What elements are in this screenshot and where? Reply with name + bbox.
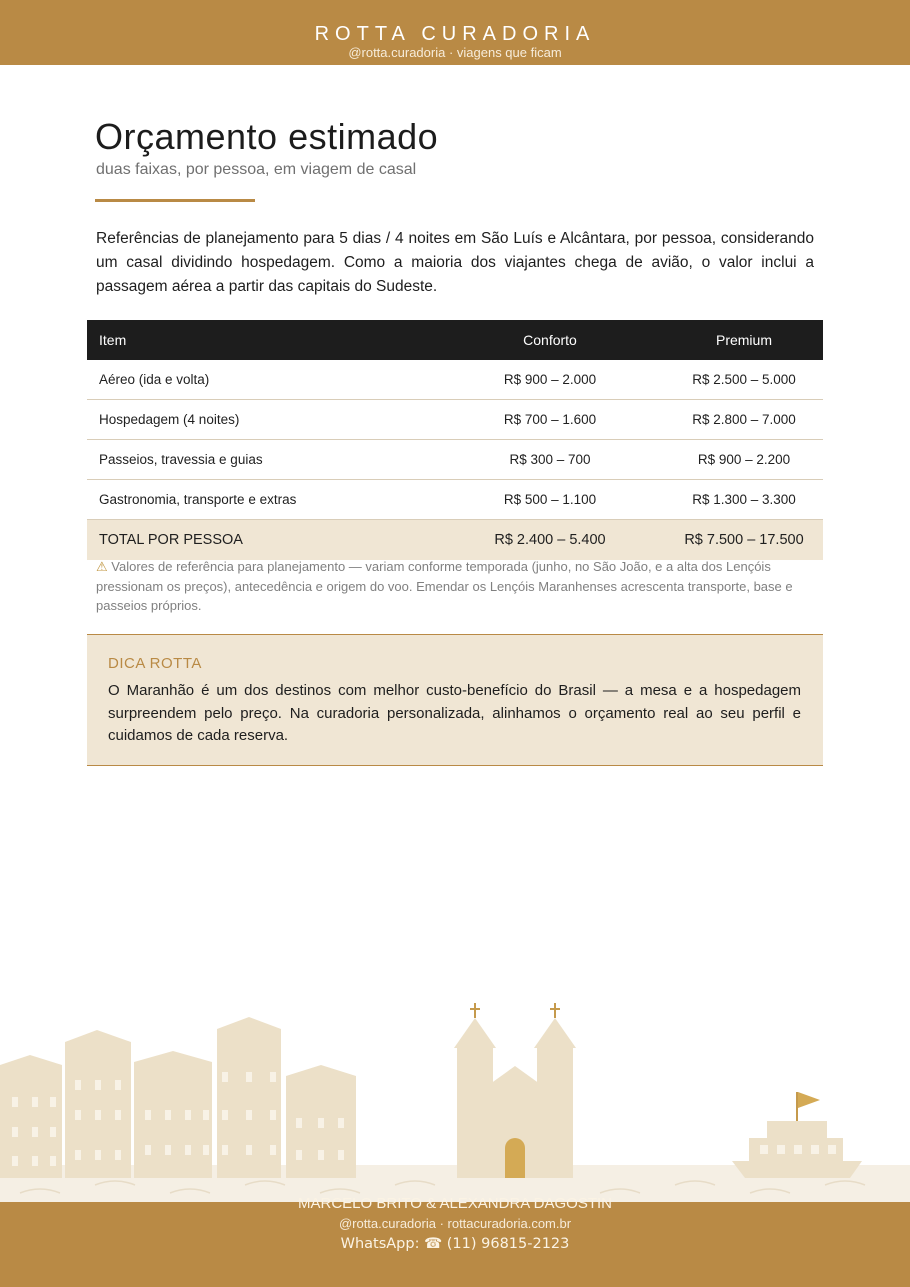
page-subtitle: duas faixas, por pessoa, em viagem de casal bbox=[96, 161, 417, 178]
row-item: Gastronomia, transporte e extras bbox=[87, 480, 435, 520]
row-premium: R$ 1.300 – 3.300 bbox=[665, 480, 823, 520]
footnote-text: Valores de referência para planejamento — variam conforme temporada (junho, no São João, e a alta dos Lençóis pressionam os preços), antecedência e origem do voo. Emendar os Lençóis Maranhenses acrescenta transporte, base e passeios próprios. bbox=[96, 559, 793, 613]
column-header-conforto: Conforto bbox=[435, 320, 665, 360]
table-total-row bbox=[87, 520, 823, 561]
table-header-row bbox=[87, 320, 823, 360]
row-conforto: R$ 700 – 1.600 bbox=[435, 400, 665, 440]
row-conforto: R$ 500 – 1.100 bbox=[435, 480, 665, 520]
table-footnote bbox=[96, 557, 814, 616]
column-header-item: Item bbox=[87, 320, 435, 360]
header-bar bbox=[0, 0, 910, 65]
row-premium: R$ 2.800 – 7.000 bbox=[665, 400, 823, 440]
title-divider bbox=[95, 199, 255, 202]
tip-title: DICA ROTTA bbox=[108, 655, 202, 672]
table-row bbox=[87, 440, 823, 480]
footer-bar bbox=[0, 1195, 910, 1287]
row-conforto: R$ 900 – 2.000 bbox=[435, 360, 665, 400]
table-row bbox=[87, 360, 823, 400]
row-premium: R$ 900 – 2.200 bbox=[665, 440, 823, 480]
brand-tagline: @rotta.curadoria · viagens que ficam bbox=[348, 45, 562, 60]
intro-paragraph: Referências de planejamento para 5 dias / 4 noites em São Luís e Alcântara, por pessoa, considerando um casal dividindo hospedagem. Como a maioria dos viajantes chega de avião, o valor inclui a passagem aérea a partir das capitais do Sudeste. bbox=[96, 230, 814, 295]
row-item: Hospedagem (4 noites) bbox=[87, 400, 435, 440]
warning-icon: ⚠ bbox=[96, 559, 108, 574]
total-premium: R$ 7.500 – 17.500 bbox=[665, 520, 823, 561]
footer-whatsapp: WhatsApp: ☎ (11) 96815-2123 bbox=[340, 1236, 570, 1252]
brand-name: ROTTA CURADORIA bbox=[314, 23, 596, 45]
table-row bbox=[87, 480, 823, 520]
total-conforto: R$ 2.400 – 5.400 bbox=[435, 520, 665, 561]
page-title: Orçamento estimado bbox=[95, 116, 439, 157]
row-premium: R$ 2.500 – 5.000 bbox=[665, 360, 823, 400]
footer-website: @rotta.curadoria · rottacuradoria.com.br bbox=[338, 1216, 572, 1231]
row-conforto: R$ 300 – 700 bbox=[435, 440, 665, 480]
budget-table bbox=[87, 320, 823, 560]
column-header-premium: Premium bbox=[665, 320, 823, 360]
row-item: Aéreo (ida e volta) bbox=[87, 360, 435, 400]
total-label: TOTAL POR PESSOA bbox=[87, 520, 435, 561]
table-row bbox=[87, 400, 823, 440]
city-skyline-illustration bbox=[0, 995, 910, 1205]
footer-names: MARCELO BRITO & ALEXANDRA DAGOSTIN bbox=[298, 1195, 612, 1212]
tip-box bbox=[87, 634, 823, 766]
tip-body: O Maranhão é um dos destinos com melhor custo-benefício do Brasil — a mesa e a hospedagem surpreendem pelo preço. Na curadoria personalizada, alinhamos o orçamento real ao seu perfil e cuidamos de cada reserva. bbox=[108, 682, 801, 744]
row-item: Passeios, travessia e guias bbox=[87, 440, 435, 480]
